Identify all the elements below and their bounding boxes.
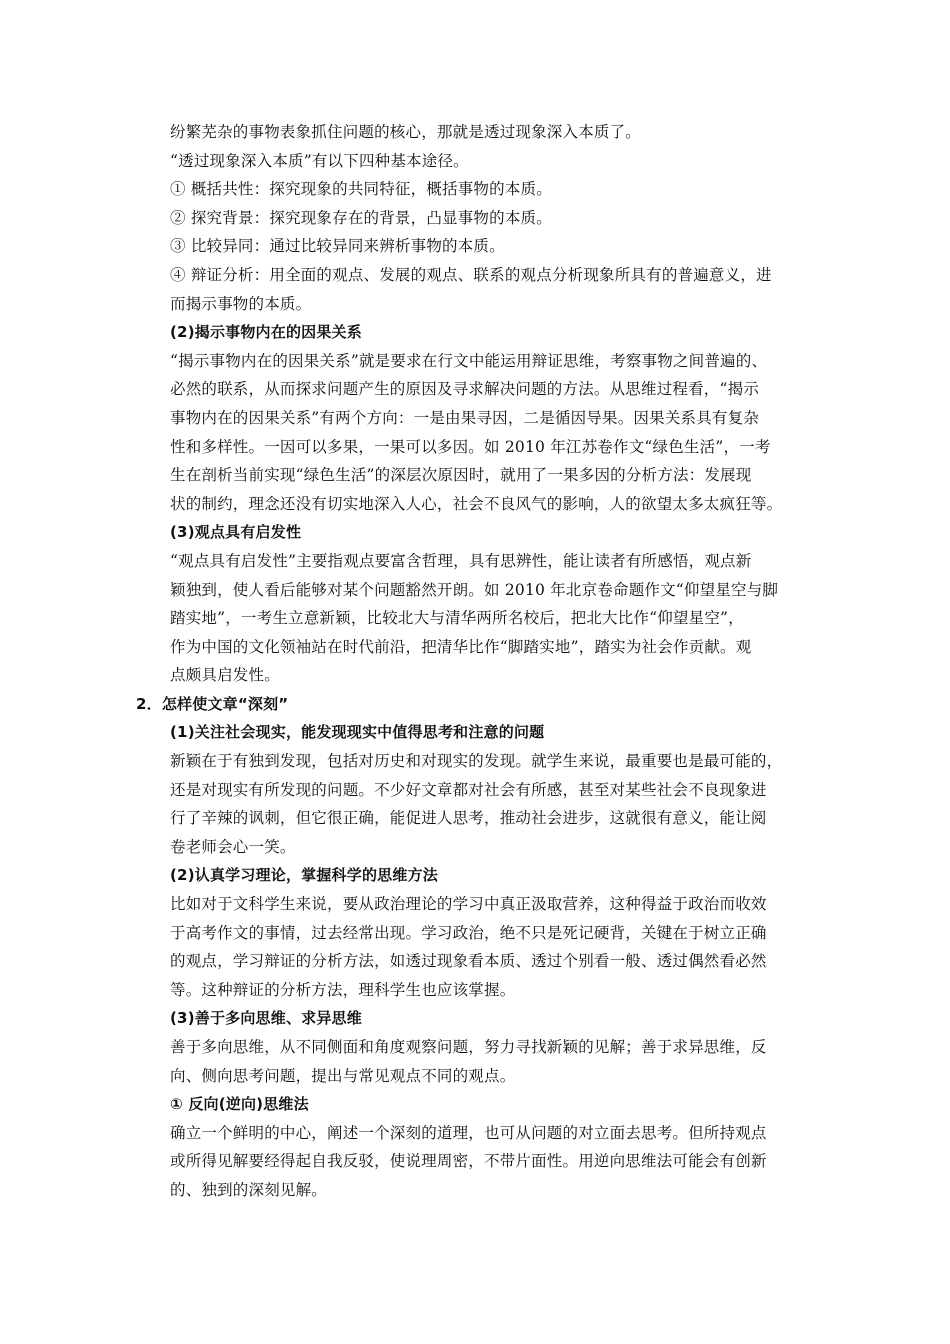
text-line: 新颖在于有独到发现，包括对历史和对现实的发现。就学生来说，最重要也是最可能的， bbox=[170, 752, 783, 771]
text-line: ④ 辩证分析：用全面的观点、发展的观点、联系的观点分析现象所具有的普遍意义，进 bbox=[170, 265, 772, 284]
text-line: 善于多向思维，从不同侧面和角度观察问题，努力寻找新颖的见解；善于求异思维，反 bbox=[170, 1038, 767, 1056]
text-line: 点颇具启发性。 bbox=[170, 666, 280, 685]
text-line: 还是对现实有所发现的问题。不少好文章都对社会有所感，甚至对某些社会不良现象进 bbox=[170, 780, 767, 799]
text-line: 而揭示事物的本质。 bbox=[170, 294, 312, 313]
text-line: 性和多样性。一因可以多果，一果可以多因。如 2010 年江苏卷作文“绿色生活”，一考 bbox=[170, 437, 771, 456]
text-line: 的、独到的深刻见解。 bbox=[170, 1180, 328, 1199]
text-line: 的观点，学习辩证的分析方法，如透过现象看本质、透过个别看一般、透过偶然看必然 bbox=[170, 952, 767, 971]
text-line: 状的制约，理念还没有切实地深入人心，社会不良风气的影响，人的欲望太多太疯狂等。 bbox=[170, 494, 783, 513]
text-line: 等。这种辩证的分析方法，理科学生也应该掌握。 bbox=[170, 980, 516, 999]
text-line: 事物内在的因果关系”有两个方向：一是由果寻因，二是循因导果。因果关系具有复杂 bbox=[170, 408, 760, 427]
text-line: 踏实地”，一考生立意新颖，比较北大与清华两所名校后，把北大比作“仰望星空”， bbox=[170, 609, 744, 628]
text-line: 行了辛辣的讽刺，但它很正确，能促进人思考，推动社会进步，这就很有意义，能让阅 bbox=[170, 809, 767, 828]
section-heading: (1)关注社会现实，能发现现实中值得思考和注意的问题 bbox=[170, 723, 545, 742]
text-line: ② 探究背景：探究现象存在的背景，凸显事物的本质。 bbox=[170, 208, 552, 227]
text-line: 必然的联系，从而探求问题产生的原因及寻求解决问题的方法。从思维过程看，“揭示 bbox=[170, 380, 760, 399]
section-title: 2．怎样使文章“深刻” bbox=[136, 694, 289, 713]
text-line: 或所得见解要经得起自我反驳，使说理周密，不带片面性。用逆向思维法可能会有创新 bbox=[170, 1152, 767, 1171]
section-heading: (3)善于多向思维、求异思维 bbox=[170, 1009, 362, 1028]
text-line: 卷老师会心一笑。 bbox=[170, 837, 296, 856]
text-line: 比如对于文科学生来说，要从政治理论的学习中真正汲取营养，这种得益于政治而收效 bbox=[170, 895, 767, 914]
text-line: 确立一个鲜明的中心，阐述一个深刻的道理，也可从问题的对立面去思考。但所持观点 bbox=[170, 1123, 767, 1142]
text-line: “揭示事物内在的因果关系”就是要求在行文中能运用辩证思维，考察事物之间普遍的、 bbox=[170, 351, 768, 370]
document-body bbox=[136, 118, 820, 1205]
section-heading: ① 反向(逆向)思维法 bbox=[170, 1095, 309, 1114]
text-line: “透过现象深入本质”有以下四种基本途径。 bbox=[170, 151, 469, 170]
text-line: 作为中国的文化领袖站在时代前沿，把清华比作“脚踏实地”，踏实为社会作贡献。观 bbox=[170, 637, 752, 656]
text-line: 向、侧向思考问题，提出与常见观点不同的观点。 bbox=[170, 1066, 516, 1085]
section-heading: (2)认真学习理论，掌握科学的思维方法 bbox=[170, 866, 438, 885]
text-line: 颖独到，使人看后能够对某个问题豁然开朗。如 2010 年北京卷命题作文“仰望星空与脚 bbox=[170, 580, 779, 599]
text-line: 于高考作文的事情，过去经常出现。学习政治，绝不只是死记硬背，关键在于树立正确 bbox=[170, 923, 767, 942]
text-line: “观点具有启发性”主要指观点要富含哲理，具有思辨性，能让读者有所感悟，观点新 bbox=[170, 551, 752, 570]
text-line: ① 概括共性：探究现象的共同特征，概括事物的本质。 bbox=[170, 180, 552, 199]
text-line: 生在剖析当前实现“绿色生活”的深层次原因时，就用了一果多因的分析方法：发展现 bbox=[170, 466, 752, 485]
text-line: 纷繁芜杂的事物表象抓住问题的核心，那就是透过现象深入本质了。 bbox=[170, 123, 642, 141]
section-heading: (3)观点具有启发性 bbox=[170, 523, 302, 542]
text-line: ③ 比较异同：通过比较异同来辨析事物的本质。 bbox=[170, 237, 505, 256]
section-heading: (2)揭示事物内在的因果关系 bbox=[170, 323, 362, 342]
